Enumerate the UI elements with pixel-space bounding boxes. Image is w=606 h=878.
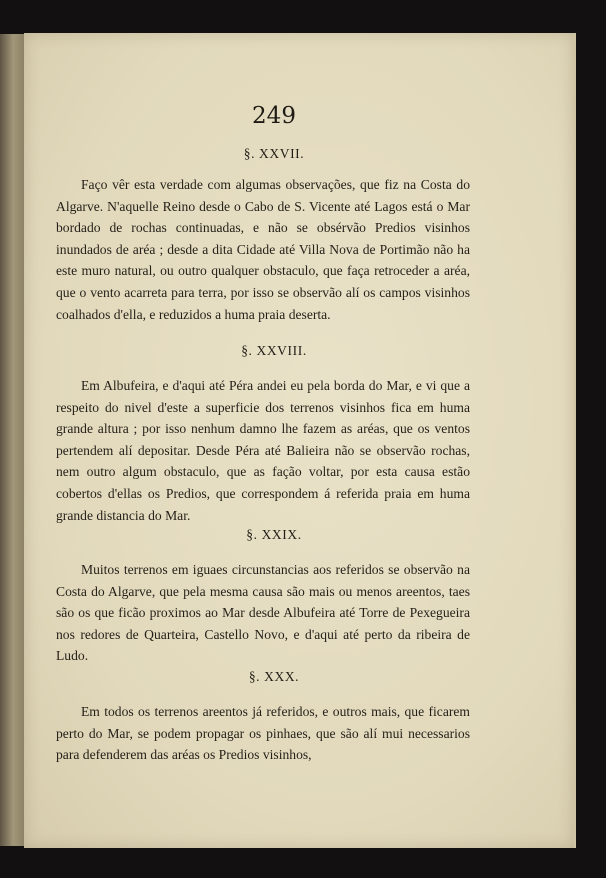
section-paragraph-xxix: Muitos terrenos em iguaes circunstancias aos referidos se observão na Costa do Algarve, que pela mesma causa são mais ou menos areentos, taes são os que ficão proximos ao Mar desde Albufeira até Torre de Pexegueira nos redores de Quarteira, Castello Novo, e d'aqui até perto da ribeira de Ludo. — [56, 562, 470, 664]
section-heading-xxx: §. XXX. — [248, 669, 300, 684]
section-heading-xxix: §. XXIX. — [246, 527, 302, 542]
section-heading-xxvii: §. XXVII. — [243, 146, 305, 161]
previous-page-edge — [0, 34, 24, 846]
section-paragraph-xxx: Em todos os terrenos areentos já referidos, e outros mais, que ficarem perto do Mar, se podem propagar os pinhaes, que são alí mui necessarios para defenderem das aréas os Predios visinhos, — [56, 704, 470, 763]
section-heading-xxviii: §. XXVIII. — [241, 343, 307, 358]
book-page — [24, 33, 576, 848]
section-paragraph-xxvii: Faço vêr esta verdade com algumas observações, que fiz na Costa do Algarve. N'aquelle Reino desde o Cabo de S. Vicente até Lagos está o Mar bordado de rochas continuadas, e não se obsérvão Predios visinhos inundados de aréa ; desde a dita Cidade até Villa Nova de Portimão não ha este muro natural, ou outro qualquer obstaculo, que faça retroceder a aréa, que o vento acarreta para terra, por isso se observão alí os campos visinhos coalhados d'ella, e reduzidos a huma praia deserta. — [56, 177, 470, 322]
section-paragraph-xxviii: Em Albufeira, e d'aqui até Péra andei eu pela borda do Mar, e vi que a respeito do nivel d'este a superficie dos terrenos visinhos fica em huma grande altura ; por isso nenhum damno lhe fazem as aréas, que os ventos pertendem alí depositar. Desde Péra até Balieira não se observão rochas, nem outro algum obstaculo, que as fação voltar, por esta causa estão cobertos d'ellas os Predios, que correspondem á referida praia em huma grande distancia do Mar. — [56, 378, 470, 523]
page-number: 249 — [252, 103, 296, 129]
